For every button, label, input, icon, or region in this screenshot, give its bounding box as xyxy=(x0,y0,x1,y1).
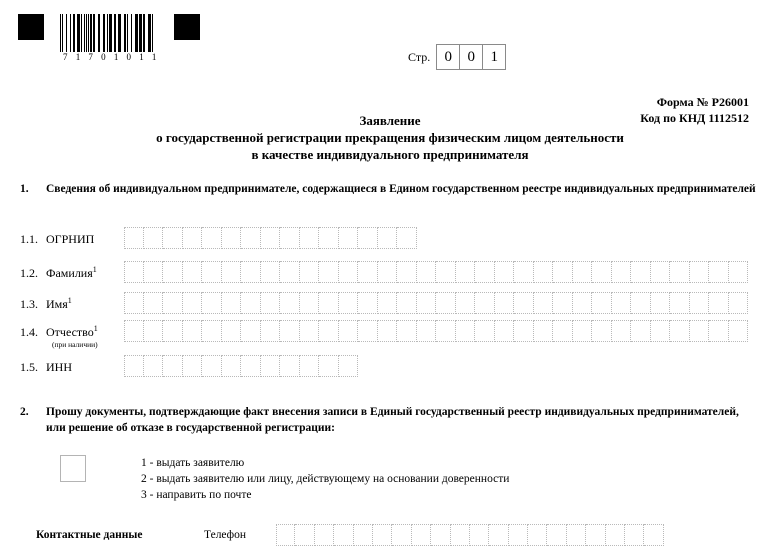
input-cell[interactable] xyxy=(163,227,183,249)
input-cell[interactable] xyxy=(319,355,339,377)
input-cell[interactable] xyxy=(378,292,398,314)
phone-label: Телефон xyxy=(204,529,247,541)
input-cell[interactable] xyxy=(709,261,729,283)
input-cell[interactable] xyxy=(475,320,495,342)
field-name: Фамилия xyxy=(46,266,93,280)
input-cell[interactable] xyxy=(319,292,339,314)
field-label xyxy=(20,355,124,374)
section-2-number: 2. xyxy=(20,406,29,418)
field-name: ИНН xyxy=(46,360,72,374)
input-cell[interactable] xyxy=(412,524,431,546)
field-input-grid[interactable] xyxy=(124,227,417,249)
field-number: 1.1. xyxy=(20,232,38,246)
barcode-digit: 7 xyxy=(88,52,94,62)
input-cell[interactable] xyxy=(670,261,690,283)
input-cell[interactable] xyxy=(690,261,710,283)
title-line-3: в качестве индивидуального предпринимателя xyxy=(251,147,529,162)
input-cell[interactable] xyxy=(592,261,612,283)
phone-input[interactable] xyxy=(276,524,664,546)
page-number-label: Стр. xyxy=(408,49,431,64)
input-cell[interactable] xyxy=(124,261,144,283)
input-cell[interactable] xyxy=(280,292,300,314)
input-cell[interactable] xyxy=(241,320,261,342)
input-cell[interactable] xyxy=(534,292,554,314)
input-cell[interactable] xyxy=(295,524,314,546)
field-label xyxy=(20,292,124,311)
input-cell[interactable] xyxy=(339,320,359,342)
field-patronymic xyxy=(20,320,748,349)
input-cell[interactable] xyxy=(475,261,495,283)
input-cell[interactable] xyxy=(144,227,164,249)
input-cell[interactable] xyxy=(241,227,261,249)
input-cell[interactable] xyxy=(573,261,593,283)
input-cell[interactable] xyxy=(144,292,164,314)
field-number: 1.2. xyxy=(20,266,38,280)
barcode xyxy=(60,14,160,62)
input-cell[interactable] xyxy=(397,320,417,342)
field-surname xyxy=(20,261,748,283)
page-number-digit[interactable]: 1 xyxy=(483,44,506,70)
input-cell[interactable] xyxy=(392,524,411,546)
section-2-text: Прошу документы, подтверждающие факт внесения записи в Единый государственный реестр индивидуальных предпринимателей, или решение об отказе в государственной регистрации: xyxy=(46,406,739,434)
footnote-marker: 1 xyxy=(93,324,98,333)
input-cell[interactable] xyxy=(378,227,398,249)
input-cell[interactable] xyxy=(573,320,593,342)
input-cell[interactable] xyxy=(144,261,164,283)
input-cell[interactable] xyxy=(300,261,320,283)
input-cell[interactable] xyxy=(358,320,378,342)
input-cell[interactable] xyxy=(183,292,203,314)
input-cell[interactable] xyxy=(509,524,528,546)
input-cell[interactable] xyxy=(729,292,749,314)
input-cell[interactable] xyxy=(586,524,605,546)
input-cell[interactable] xyxy=(202,261,222,283)
barcode-bars xyxy=(60,14,154,52)
input-cell[interactable] xyxy=(456,261,476,283)
input-cell[interactable] xyxy=(222,292,242,314)
input-cell[interactable] xyxy=(300,227,320,249)
input-cell[interactable] xyxy=(534,261,554,283)
input-cell[interactable] xyxy=(261,292,281,314)
input-cell[interactable] xyxy=(573,292,593,314)
input-cell[interactable] xyxy=(397,261,417,283)
alignment-square-right xyxy=(174,14,200,40)
field-number: 1.5. xyxy=(20,360,38,374)
input-cell[interactable] xyxy=(612,292,632,314)
input-cell[interactable] xyxy=(202,355,222,377)
field-label xyxy=(20,227,124,246)
input-cell[interactable] xyxy=(276,524,295,546)
input-cell[interactable] xyxy=(612,320,632,342)
contacts-row xyxy=(36,524,664,546)
barcode-digits xyxy=(60,52,160,62)
input-cell[interactable] xyxy=(319,227,339,249)
title-line-2: о государственной регистрации прекращения физическим лицом деятельности xyxy=(156,130,624,145)
input-cell[interactable] xyxy=(547,524,566,546)
input-cell[interactable] xyxy=(495,320,515,342)
input-cell[interactable] xyxy=(144,355,164,377)
input-cell[interactable] xyxy=(144,320,164,342)
input-cell[interactable] xyxy=(436,320,456,342)
input-cell[interactable] xyxy=(495,292,515,314)
input-cell[interactable] xyxy=(183,320,203,342)
input-cell[interactable] xyxy=(431,524,450,546)
input-cell[interactable] xyxy=(514,292,534,314)
input-cell[interactable] xyxy=(339,261,359,283)
input-cell[interactable] xyxy=(261,227,281,249)
input-cell[interactable] xyxy=(475,292,495,314)
field-inn xyxy=(20,355,358,377)
input-cell[interactable] xyxy=(553,320,573,342)
input-cell[interactable] xyxy=(625,524,644,546)
input-cell[interactable] xyxy=(202,227,222,249)
section-1-number: 1. xyxy=(20,183,29,195)
field-input-grid[interactable] xyxy=(124,261,748,283)
input-cell[interactable] xyxy=(202,292,222,314)
input-cell[interactable] xyxy=(436,292,456,314)
input-cell[interactable] xyxy=(729,320,749,342)
input-cell[interactable] xyxy=(358,227,378,249)
input-cell[interactable] xyxy=(709,292,729,314)
input-cell[interactable] xyxy=(514,320,534,342)
input-cell[interactable] xyxy=(280,320,300,342)
input-cell[interactable] xyxy=(553,292,573,314)
input-cell[interactable] xyxy=(241,355,261,377)
input-cell[interactable] xyxy=(470,524,489,546)
field-name: ОГРНИП xyxy=(46,232,95,246)
input-cell[interactable] xyxy=(358,292,378,314)
barcode-digit: 7 xyxy=(63,52,68,62)
input-cell[interactable] xyxy=(222,355,242,377)
title-line-1: Заявление xyxy=(359,113,421,128)
input-cell[interactable] xyxy=(163,320,183,342)
input-cell[interactable] xyxy=(670,292,690,314)
barcode-digit: 0 xyxy=(101,52,107,62)
input-cell[interactable] xyxy=(631,292,651,314)
input-cell[interactable] xyxy=(339,227,359,249)
input-cell[interactable] xyxy=(280,261,300,283)
input-cell[interactable] xyxy=(528,524,547,546)
input-cell[interactable] xyxy=(709,320,729,342)
input-cell[interactable] xyxy=(339,292,359,314)
input-cell[interactable] xyxy=(241,261,261,283)
footnote-marker: 1 xyxy=(67,296,72,305)
section-1-text: Сведения об индивидуальном предпринимателе, содержащиеся в Едином государственном реестре индивидуальных предпринимателей xyxy=(46,183,756,195)
input-cell[interactable] xyxy=(373,524,392,546)
contacts-title: Контактные данные xyxy=(36,529,143,541)
field-input-grid[interactable] xyxy=(124,320,748,342)
input-cell[interactable] xyxy=(124,355,144,377)
input-cell[interactable] xyxy=(280,227,300,249)
input-cell[interactable] xyxy=(183,355,203,377)
input-cell[interactable] xyxy=(631,320,651,342)
input-cell[interactable] xyxy=(592,292,612,314)
field-number: 1.3. xyxy=(20,297,38,311)
field-label xyxy=(20,320,124,349)
input-cell[interactable] xyxy=(202,320,222,342)
input-cell[interactable] xyxy=(417,292,437,314)
input-cell[interactable] xyxy=(631,261,651,283)
input-cell[interactable] xyxy=(222,261,242,283)
input-cell[interactable] xyxy=(592,320,612,342)
input-cell[interactable] xyxy=(651,320,671,342)
input-cell[interactable] xyxy=(378,320,398,342)
field-input-grid[interactable] xyxy=(124,355,358,377)
input-cell[interactable] xyxy=(451,524,470,546)
input-cell[interactable] xyxy=(261,355,281,377)
input-cell[interactable] xyxy=(358,261,378,283)
input-cell[interactable] xyxy=(378,261,398,283)
input-cell[interactable] xyxy=(354,524,373,546)
delivery-options xyxy=(60,455,509,503)
input-cell[interactable] xyxy=(241,292,261,314)
barcode-digit: 0 xyxy=(126,52,132,62)
delivery-method-input[interactable] xyxy=(60,455,86,482)
input-cell[interactable] xyxy=(163,292,183,314)
input-cell[interactable] xyxy=(300,355,320,377)
delivery-option: 2 - выдать заявителю или лицу, действующему на основании доверенности xyxy=(141,473,510,485)
input-cell[interactable] xyxy=(183,261,203,283)
barcode-digit: 1 xyxy=(151,52,157,62)
input-cell[interactable] xyxy=(124,227,144,249)
field-firstname xyxy=(20,292,748,314)
input-cell[interactable] xyxy=(163,355,183,377)
input-cell[interactable] xyxy=(690,292,710,314)
input-cell[interactable] xyxy=(436,261,456,283)
input-cell[interactable] xyxy=(319,320,339,342)
input-cell[interactable] xyxy=(651,261,671,283)
footnote-marker: 1 xyxy=(92,265,97,274)
field-sublabel: (при наличии) xyxy=(52,340,98,349)
input-cell[interactable] xyxy=(456,292,476,314)
barcode-digit: 1 xyxy=(113,52,119,62)
field-input-grid[interactable] xyxy=(124,292,748,314)
input-cell[interactable] xyxy=(222,227,242,249)
input-cell[interactable] xyxy=(417,320,437,342)
input-cell[interactable] xyxy=(397,292,417,314)
alignment-square-left xyxy=(18,14,44,40)
page-title xyxy=(0,112,780,163)
input-cell[interactable] xyxy=(651,292,671,314)
input-cell[interactable] xyxy=(612,261,632,283)
delivery-option: 1 - выдать заявителю xyxy=(141,457,245,469)
input-cell[interactable] xyxy=(334,524,353,546)
page-number-digit[interactable]: 0 xyxy=(460,44,483,70)
input-cell[interactable] xyxy=(222,320,242,342)
input-cell[interactable] xyxy=(315,524,334,546)
input-cell[interactable] xyxy=(124,292,144,314)
field-name: Имя xyxy=(46,297,68,311)
input-cell[interactable] xyxy=(397,227,417,249)
page-number-boxes[interactable] xyxy=(436,44,506,70)
input-cell[interactable] xyxy=(456,320,476,342)
input-cell[interactable] xyxy=(300,320,320,342)
page-number-digit[interactable]: 0 xyxy=(436,44,460,70)
page-number xyxy=(408,44,506,70)
input-cell[interactable] xyxy=(124,320,144,342)
barcode-header xyxy=(18,14,200,72)
input-cell[interactable] xyxy=(514,261,534,283)
input-cell[interactable] xyxy=(495,261,515,283)
input-cell[interactable] xyxy=(534,320,554,342)
input-cell[interactable] xyxy=(729,261,749,283)
field-label xyxy=(20,261,124,280)
barcode-digit: 1 xyxy=(139,52,145,62)
form-number: Форма № Р26001 xyxy=(656,95,749,109)
input-cell[interactable] xyxy=(417,261,437,283)
barcode-bar xyxy=(153,14,154,52)
input-cell[interactable] xyxy=(163,261,183,283)
field-number: 1.4. xyxy=(20,325,38,339)
section-2 xyxy=(20,404,758,436)
input-cell[interactable] xyxy=(261,261,281,283)
barcode-digit: 1 xyxy=(75,52,81,62)
field-ogrnip xyxy=(20,227,417,249)
input-cell[interactable] xyxy=(339,355,359,377)
input-cell[interactable] xyxy=(644,524,663,546)
field-name: Отчество xyxy=(46,325,94,339)
input-cell[interactable] xyxy=(261,320,281,342)
input-cell[interactable] xyxy=(606,524,625,546)
input-cell[interactable] xyxy=(553,261,573,283)
knd-code: Код по КНД 1112512 xyxy=(640,111,749,125)
input-cell[interactable] xyxy=(670,320,690,342)
input-cell[interactable] xyxy=(319,261,339,283)
input-cell[interactable] xyxy=(300,292,320,314)
input-cell[interactable] xyxy=(183,227,203,249)
delivery-options-list xyxy=(141,455,509,503)
delivery-option: 3 - направить по почте xyxy=(141,489,252,501)
input-cell[interactable] xyxy=(567,524,586,546)
input-cell[interactable] xyxy=(690,320,710,342)
input-cell[interactable] xyxy=(489,524,508,546)
section-1 xyxy=(20,181,758,197)
input-cell[interactable] xyxy=(280,355,300,377)
